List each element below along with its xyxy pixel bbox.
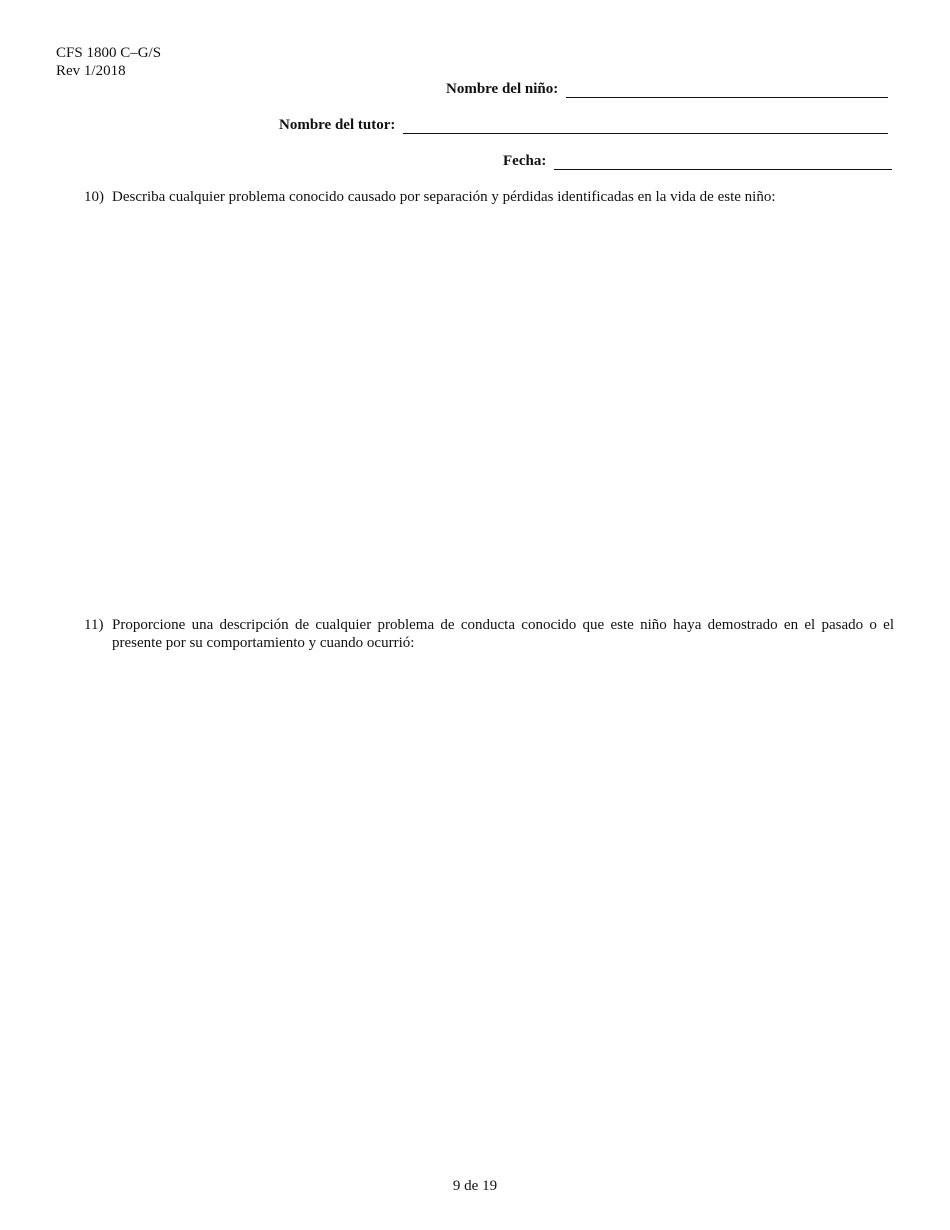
guardian-name-line xyxy=(403,117,888,134)
date-line xyxy=(554,153,892,170)
question-10 xyxy=(84,188,894,206)
form-header xyxy=(56,44,161,80)
child-name-label: Nombre del niño: xyxy=(446,81,559,97)
form-code: CFS 1800 C–G/S xyxy=(56,45,162,61)
page-indicator: 9 de 19 xyxy=(452,1178,498,1194)
guardian-name-label: Nombre del tutor: xyxy=(279,117,396,133)
date-row xyxy=(503,152,892,170)
question-text: Describa cualquier problema conocido causado por separación y pérdidas identificadas en la vida de este niño: xyxy=(112,189,776,205)
question-text: Proporcione una descripción de cualquier problema de conducta conocido que este niño haya demostrado en el pasado o el presente por su comportamiento y cuando ocurrió: xyxy=(112,617,894,651)
child-name-line xyxy=(566,81,888,98)
question-10-answer[interactable] xyxy=(112,214,898,608)
date-label: Fecha: xyxy=(503,153,547,169)
guardian-name-row xyxy=(279,116,888,134)
question-number: 10) xyxy=(84,189,104,205)
guardian-name-field[interactable] xyxy=(403,118,888,134)
child-name-field[interactable] xyxy=(566,82,888,98)
question-11 xyxy=(84,616,894,652)
child-name-row xyxy=(446,80,888,98)
form-revision: Rev 1/2018 xyxy=(56,63,126,79)
question-number: 11) xyxy=(84,617,104,633)
date-field[interactable] xyxy=(554,154,892,170)
question-11-answer[interactable] xyxy=(112,660,898,1164)
